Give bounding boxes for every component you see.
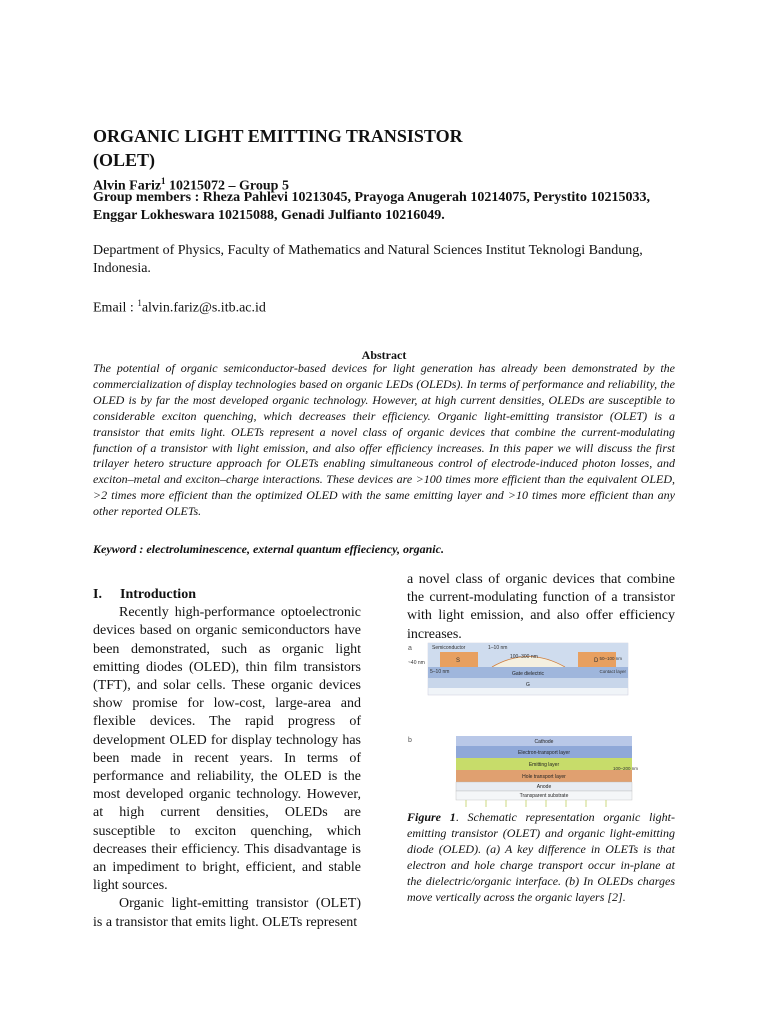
- abstract-heading: Abstract: [361, 348, 407, 362]
- anode-label: Anode: [536, 784, 552, 790]
- section-title: Introduction: [120, 587, 196, 602]
- drain-label: D: [594, 658, 599, 664]
- thickness-label-50-100: 50–100 nm: [599, 656, 622, 661]
- section-heading: [93, 586, 361, 604]
- semiconductor-label: Semiconductor: [432, 645, 466, 651]
- caption-text: Schematic representation organic light-emitting transistor (OLET) and organic light-emitting diode (OLED). (a) A key difference in OLETs is that electron and hole charge transport occur in-plane at the dielectric/organic interface. (b) In OLEDs charges move vertically across the organic layers [2].: [407, 810, 676, 905]
- figure-caption: [407, 809, 675, 906]
- substrate-label: Transparent substrate: [519, 793, 569, 799]
- panel-a-label: a: [408, 645, 412, 652]
- eml-label: Emitting layer: [528, 762, 560, 768]
- email-superscript: 1: [137, 298, 142, 308]
- thickness-label-1-10: 1–10 nm: [488, 645, 508, 651]
- caption-label: Figure 1: [407, 810, 456, 824]
- thickness-label-100-200: 100–200 nm: [612, 766, 638, 771]
- emission-arrows: [466, 800, 606, 807]
- etl-label: Electron-transport layer: [518, 750, 570, 756]
- contact-layer-label: Contact layer: [599, 669, 626, 674]
- title-line-1: ORGANIC LIGHT EMITTING TRANSISTOR: [93, 126, 463, 146]
- thickness-label-5-10: 5–10 nm: [430, 669, 450, 675]
- figure-1: [400, 640, 640, 810]
- gate-dielectric-label: Gate dielectric: [512, 671, 544, 677]
- cathode-label: Cathode: [534, 739, 554, 745]
- figure-1-schematic: [400, 640, 640, 810]
- author-superscript: 1: [161, 176, 166, 186]
- thickness-label-40: ~40 nm: [408, 660, 425, 666]
- intro-paragraph-2: Organic light-emitting transistor (OLET) is a transistor that emits light. OLETs represent: [93, 896, 361, 930]
- paper-title: [93, 124, 693, 172]
- email-label: Email :: [93, 300, 138, 316]
- affiliation: Department of Physics, Faculty of Mathematics and Natural Sciences Institut Teknologi Bandung, Indonesia.: [93, 243, 643, 276]
- author-details: 10215072 – Group 5: [165, 178, 289, 194]
- thickness-label-100-300: 100–300 nm: [510, 654, 538, 660]
- group-members: Group members : Rheza Pahlevi 10213045, Prayoga Anugerah 10214075, Perystito 10215033, Enggar Lokheswara 10215088, Genadi Julfianto 10216049.: [93, 190, 650, 223]
- htl-label: Hole transport layer: [522, 774, 566, 780]
- source-label: S: [456, 658, 461, 664]
- intro-paragraph-1: Recently high-performance optoelectronic devices based on organic semiconductors have been demonstrated, such as organic light emitting diodes (OLED), thin film transistors (TFT), and solar cells. These organic devices show promise for low-cost, large-area and flexible devices. The rapid progress of development OLED for display technology has been made in recent years. In terms of performance and reliability, the OLED is the most developed organic technology. However, at high current densities, OLEDs are susceptible to exciton quenching, which decreases their efficiency. This disadvantage is an impediment to bright, efficient, and stable light sources.: [93, 605, 361, 894]
- abstract-text: The potential of organic semiconductor-based devices for light generation has already been demonstrated by the commercialization of display technologies based on organic LEDs (OLEDs). In terms of performance and reliability, the OLED is by far the most developed organic technology. However, at high current densities, OLEDs are susceptible to considerable exciton quenching, which decreases their efficiency. Organic light-emitting transistor (OLET) is a transistor that emits light. OLETs represent a novel class of organic devices that combine the current-modulating function of a transistor with light emission, and also offer efficiency increases. In this paper we will discuss the first trilayer hetero structure approach for OLETs enabling simultaneous control of electrode-induced photon losses, and exciton–metal and exciton–charge interactions. These devices are >100 times more efficient than the equivalent OLED, >2 times more efficient than the optimized OLED with the same emitting layer and >10 times more efficient than any other reported OLETs.: [93, 361, 675, 519]
- section-number: I.: [93, 587, 102, 602]
- title-line-2: (OLET): [93, 150, 156, 170]
- left-column: [93, 586, 361, 932]
- email-address[interactable]: alvin.fariz@s.itb.ac.id: [141, 300, 266, 316]
- right-column-text: a novel class of organic devices that combine the current-modulating function of a transistor with light emission, and also offer efficiency increases.: [407, 572, 675, 642]
- gate-label: G: [526, 682, 530, 688]
- caption-separator: .: [455, 810, 468, 824]
- email-line: [93, 294, 678, 318]
- keywords: Keyword : electroluminescence, external quantum effieciency, organic.: [93, 542, 444, 556]
- author-name: Alvin Fariz: [93, 178, 162, 194]
- panel-b-label: b: [408, 737, 412, 744]
